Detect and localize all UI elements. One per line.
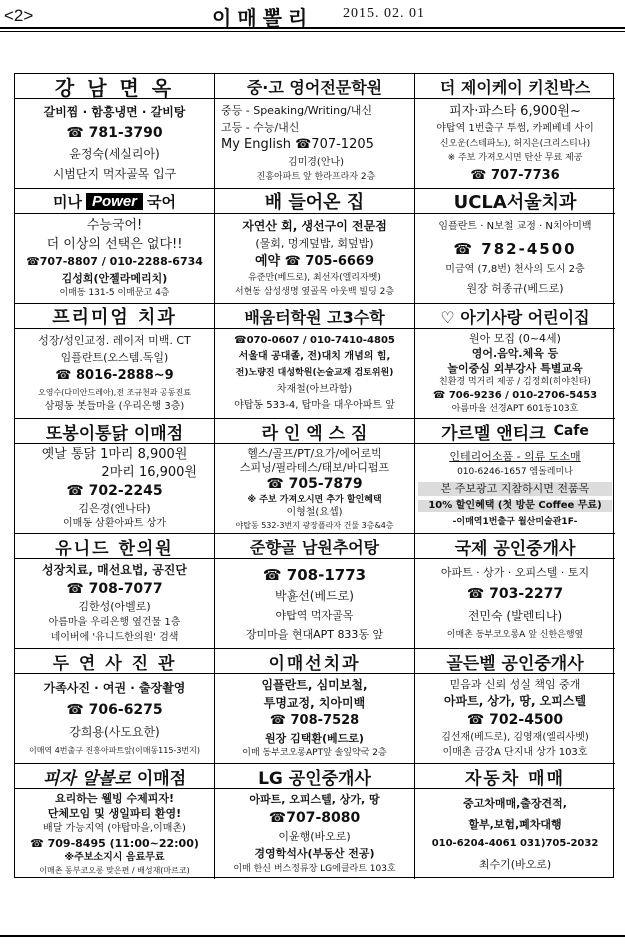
phone-number: ☎ 708-1773 (262, 565, 367, 584)
ad-line: 네이버에 '유니드한의원' 검색 (50, 631, 179, 643)
address: 야탑역 1번출구 투썸, 카페베네 사이 (436, 123, 594, 134)
owner-name: 오영수(다미안드레아),전 조규천과 공동진료 (38, 387, 191, 397)
address: 이매 동부코오롱APT앞 솔잎약국 2층 (242, 748, 387, 759)
ad-title (415, 419, 615, 444)
ad-title: 또봉이통닭 이매점 (15, 419, 214, 444)
phone-number: 010-6204-4061 031)705-2032 (431, 838, 599, 850)
logo-text: 미나 (53, 192, 82, 211)
phone-number: ☎707-8080 (268, 810, 361, 827)
phone-number: ☎ 709-8495 (11:00~22:00) (30, 836, 199, 850)
ad-title-tail: Cafe (553, 423, 589, 439)
address: 시범단지 먹자골목 입구 (52, 167, 177, 182)
owner-name: 친환경 먹거리 제공 / 김정희(히야친타) (439, 377, 591, 388)
owner-name: 김선재(베드로), 김영재(엘리사벳) (441, 731, 589, 743)
ad-line: 원아 모집 (0~4세) (469, 331, 561, 345)
price-line: 2마리 16,900원 (101, 465, 197, 481)
header-rule (0, 27, 625, 29)
ad-line: 더 이상의 선택은 없다!! (46, 236, 183, 252)
page-number: <2> (4, 6, 34, 25)
owner-name: 이윤행(바오로) (278, 830, 351, 844)
phone-number: ☎ 703-2277 (466, 585, 564, 602)
ad-line: 전)노량진 대성학원(논술교재 검토위원) (235, 368, 394, 379)
ad-gukje-realty (415, 534, 615, 649)
ad-line: ※ 주보 가져오시면 추가 할인혜택 (247, 494, 382, 505)
phone-number: ☎ 702-4500 (466, 711, 564, 728)
ad-gangnam-myeonok (15, 74, 215, 189)
bulletin-title: 이매뽈리 (212, 6, 314, 30)
page-header (0, 0, 625, 30)
ad-unid-clinic (15, 534, 215, 649)
ad-line: 피자·파스타 6,900원~ (449, 103, 581, 119)
ad-line: 인테리어소품 - 의류 도소매 (449, 449, 581, 463)
ad-agisarang-daycare (415, 304, 615, 419)
ad-mina-power-korean (15, 189, 215, 304)
ad-title-tail: 이매점 (136, 768, 187, 789)
address: 이매 한신 버스정류장 LG에클라트 103호 (233, 863, 396, 874)
address: 이매동 삼환아파트 상가 (63, 517, 166, 529)
ad-grid (14, 73, 614, 878)
ad-line: 스피닝/필라테스/태보/바디펌프 (239, 461, 390, 475)
ad-line: 임플란트 · N보철 교정 · N치아미백 (438, 221, 592, 233)
owner-name: 전민숙 (발렌티나) (467, 609, 563, 624)
ad-line: ※ 주보 가져오시면 탄산 무료 제공 (447, 153, 583, 164)
ad-english-academy (215, 74, 415, 189)
ad-line: 아파트, 상가, 땅, 오피스텔 (443, 694, 587, 709)
ad-line: 아파트, 오피스텔, 상가, 땅 (249, 793, 380, 807)
ad-title: 배움터학원 고3수학 (215, 304, 414, 329)
ad-line: 성장/성인교정. 레이저 미백. CT (38, 333, 191, 347)
ad-carmel-antique (415, 419, 615, 534)
ad-title (15, 764, 214, 789)
ad-line: 중고차매매,출장견적, (463, 797, 567, 811)
ad-title: 프리미엄 치과 (15, 304, 214, 329)
address: -이매역1번출구 월산미술관1F- (452, 516, 578, 527)
ad-title: 중·고 영어전문학원 (215, 74, 414, 99)
ad-used-car-sales (415, 764, 615, 879)
phone-number: ☎ 702-2245 (66, 483, 163, 500)
owner-name: 윤정숙(세실리아) (69, 147, 160, 162)
ad-pizza-alvolo (15, 764, 215, 879)
ad-ttobongi-chicken (15, 419, 215, 534)
ad-goldenbell-realty (415, 649, 615, 764)
phone-number: ☎ 781-3790 (66, 125, 163, 142)
logo-power: Power (86, 193, 143, 210)
ad-line: 중등 - Speaking/Writing/내신 (221, 103, 373, 117)
ad-line: 자연산 회, 생선구이 전문점 (242, 218, 387, 233)
owner-name: 원장 김택환(베드로) (265, 731, 364, 745)
address: 야탑역 먹자골목 (275, 609, 354, 623)
address: 이매촌 동부코오롱A 앞 신한은행옆 (446, 629, 584, 640)
address: 장미마을 현대APT 833동 앞 (245, 628, 384, 642)
ad-title-text: 피자 알볼로 (42, 768, 131, 789)
owner-name: 이형철(요셉) (286, 507, 343, 519)
ad-duyeon-studio (15, 649, 215, 764)
phone-number: 예약 ☎ 705-6669 (254, 253, 375, 269)
ad-line: (물회, 멍게덮밥, 회덮밥) (255, 236, 374, 250)
ad-line: 성장치료, 매선요법, 공진단 (42, 563, 187, 578)
footer-rule (0, 935, 625, 937)
ad-title: 유니드 한의원 (15, 534, 214, 559)
owner-name: 차재철(아브라함) (276, 383, 353, 395)
owner-name: 박휸선(베드로) (275, 589, 354, 604)
address: 아름마을 우리은행 옆건물 1층 (48, 616, 181, 628)
phone-number: ☎ 708-7528 (269, 713, 360, 729)
owner-name: 강희용(사도요한) (69, 725, 160, 740)
ad-lg-realty (215, 764, 415, 879)
address: 아름마을 선경APT 601동103호 (451, 404, 579, 415)
phone-number: ☎070-0607 / 010-7410-4805 (234, 334, 395, 346)
ad-line: ※주보소지시 음료무료 (64, 852, 165, 864)
address: 진흥아파트 앞 한라프라자 2층 (256, 172, 376, 183)
ad-title: 이매선치과 (215, 649, 414, 674)
ad-line: 헬스/골프/PT/요가/에어로빅 (247, 446, 382, 460)
ad-line: 갈비찜 · 함흥냉면 · 갈비탕 (43, 105, 186, 120)
phone-number: My English ☎707-1205 (221, 137, 374, 153)
ad-title: 배 들어온 집 (215, 189, 414, 214)
owner-name: 유준만(베드로), 최선자(엘리자벳) (248, 272, 381, 283)
ad-premium-dental (15, 304, 215, 419)
ad-line: 아파트 · 상가 · 오피스텔 · 토지 (440, 566, 590, 580)
ad-ucla-dental (415, 189, 615, 304)
address: 이매촌 금강A 단지내 상가 103호 (442, 746, 588, 758)
phone-number: ☎ 782-4500 (453, 239, 577, 258)
address: 삼평동 봇들마을 (우리은행 3층) (44, 401, 185, 413)
owner-name: 김미경(안나) (287, 156, 345, 168)
ad-line: 임플란트, 심미보철, (261, 678, 368, 693)
ad-line: 놀이중심 외부강사 특별교육 (447, 362, 583, 376)
ad-title: 준향골 남원추어탕 (215, 534, 414, 559)
owner-name: 원장 허종규(베드로) (466, 282, 564, 296)
ad-line: 10% 할인혜택 (첫 방문 Coffee 무료) (418, 500, 612, 512)
ad-title: 자동차 매매 (415, 764, 615, 789)
address: 이매동 131-5 이매문고 4층 (59, 288, 170, 299)
ad-title: 두 연 사 진 관 (15, 649, 214, 674)
phone-number: ☎ 706-6275 (66, 702, 163, 719)
ad-baeumteo-academy (215, 304, 415, 419)
ad-junhyanggol (215, 534, 415, 649)
phone-number: ☎ 707-7736 (470, 167, 560, 183)
ad-line: 임플란트(오스템.독일) (60, 351, 169, 364)
ad-linex-gym (215, 419, 415, 534)
phone-number: 010-6246-1657 엠돌레미나 (457, 467, 573, 478)
address: 미금역 (7,8번) 천사의 도시 2층 (445, 264, 585, 276)
ad-line: 단체모임 및 생일파티 환영! (47, 807, 182, 821)
ad-line: 요리하는 웰빙 수제피자! (55, 792, 174, 806)
ad-line: 배달 가능지역 (야탑마을,이매촌) (43, 822, 186, 834)
logo-text: 국어 (147, 192, 176, 211)
ad-line: 가족사진 · 여권 · 출장촬영 (43, 681, 186, 696)
ad-title: 라 인 엑 스 짐 (215, 419, 414, 444)
ad-title: 더 제이케이 키친박스 (415, 74, 615, 99)
price-line: 옛날 통닭 1마리 8,900원 (41, 447, 188, 463)
issue-date: 2015. 02. 01 (343, 6, 425, 21)
ad-imaesun-dental (215, 649, 415, 764)
address: 서현동 삼성생명 옆골목 아웃백 빌딩 2층 (234, 287, 395, 298)
address: 야탑동 533-4, 탑마을 대우아파트 앞 (234, 400, 395, 412)
address: 이매역 4번출구 진흥아파트앞(이매동115-3번지) (28, 746, 201, 756)
ad-title: 국제 공인중개사 (415, 534, 615, 559)
phone-number: ☎707-8807 / 010-2288-6734 (26, 255, 203, 269)
ad-title: ♡ 아기사랑 어린이집 (415, 304, 615, 329)
header-rule-thin (0, 31, 625, 32)
ad-jk-kitchenbox (415, 74, 615, 189)
address: 야탑동 532-3번지 광장플라자 건물 3층&4층 (235, 520, 394, 530)
owner-name: 김성희(안젤라메리치) (61, 271, 168, 285)
ad-line: 본 주보광고 지참하시면 전품목 (418, 482, 612, 495)
owner-name: 신오운(스테파노), 허지은(크리스티나) (439, 138, 591, 149)
ad-line: 고등 - 수능/내신 (221, 120, 300, 134)
ad-line: 영어.음악.체육 등 (471, 347, 559, 361)
ad-title: UCLA서울치과 (415, 189, 615, 214)
address: 이매촌 동부코오롱 맞은편 / 배성재(마르코) (39, 866, 190, 876)
ad-line: 서울대 공대졸, 전)대치 개념의 힘, (238, 351, 391, 363)
ad-title: 골든벨 공인중개사 (415, 649, 615, 674)
ad-line: 경영학석사(부동산 전공) (254, 847, 375, 861)
owner-name: 김은경(엔나타) (78, 502, 151, 516)
phone-number: ☎ 705-7879 (266, 476, 363, 493)
ad-line: 할부,보험,폐차대행 (468, 817, 562, 831)
ad-line: 수능국어! (86, 218, 143, 234)
ad-title: 강 남 면 옥 (15, 74, 214, 99)
ad-title (15, 189, 214, 214)
ad-title: LG 공인중개사 (215, 764, 414, 789)
phone-number: ☎ 8016-2888~9 (55, 368, 174, 384)
ad-title-text: 가르멜 앤티크 (441, 423, 546, 444)
phone-number: ☎ 708-7077 (66, 580, 163, 597)
owner-name: 최수기(바오로) (478, 857, 552, 871)
ad-bae-deureoon-jip (215, 189, 415, 304)
ad-line: 투명교정, 치아미백 (263, 695, 366, 710)
ad-line: 믿음과 신뢰 성실 책임 중개 (449, 678, 581, 692)
owner-name: 김한성(아벨로) (78, 600, 151, 614)
phone-number: ☎ 706-9236 / 010-2706-5453 (432, 390, 598, 402)
